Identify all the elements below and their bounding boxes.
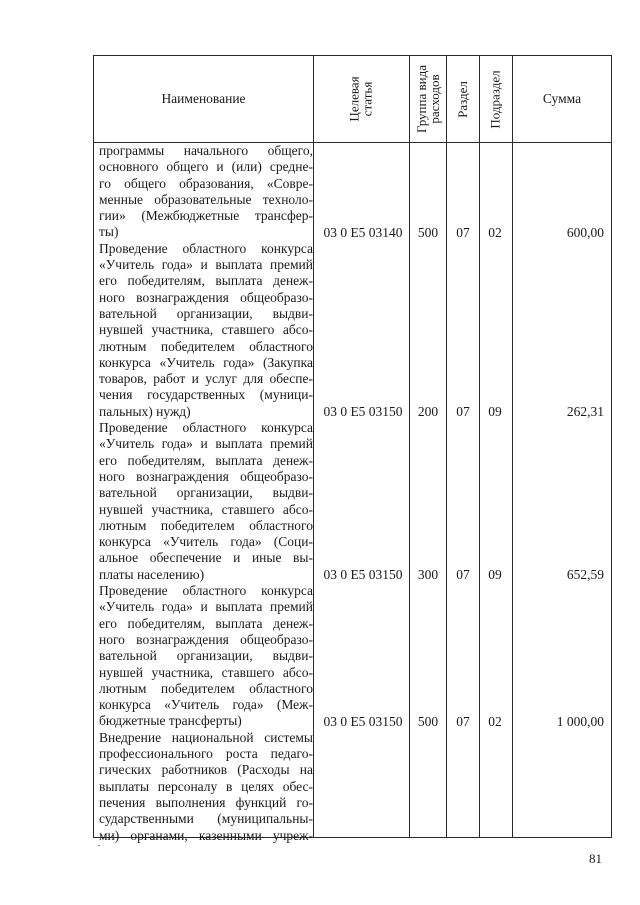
scan-mark: [98, 845, 100, 846]
header-target-article: [313, 56, 409, 142]
row-text-line: «Учитель года» и выплата премий: [99, 436, 313, 452]
header-subsection: [479, 56, 512, 142]
row-text-line: ного вознаграждения общеобразо-: [99, 631, 313, 647]
header-name-label: Наименование: [161, 91, 246, 106]
row-sum: 600,00: [566, 224, 604, 240]
header-section: [446, 56, 479, 142]
table-row-name: [99, 143, 313, 241]
row-subsection: 02: [488, 224, 502, 240]
row-subsection: 09: [488, 403, 502, 419]
column-divider: [313, 56, 314, 837]
column-divider: [409, 56, 410, 837]
row-text-line: пальных) нужд): [99, 403, 191, 419]
row-text-line: его победителям, выплата денеж-: [99, 273, 313, 289]
row-text-line: сударственными (муниципальны-: [99, 811, 313, 827]
row-text-line: менные образовательные техноло-: [99, 191, 313, 207]
table-row-name: [99, 730, 313, 844]
row-text-line: профессионального роста педаго-: [99, 746, 313, 762]
row-text-line: го общего образования, «Совре-: [99, 175, 313, 191]
row-section: 07: [456, 224, 470, 240]
row-text-line: его победителям, выплата денеж-: [99, 615, 313, 631]
row-text-line: нувшей участника, ставшего абсо-: [99, 322, 313, 338]
row-section: 07: [456, 713, 470, 729]
table-row-name: [99, 583, 313, 730]
header-section-label: Раздел: [455, 80, 470, 118]
row-text-line: нувшей участника, ставшего абсо-: [99, 664, 313, 680]
row-text-line: его победителям, выплата денеж-: [99, 452, 313, 468]
row-text-line: гических работников (Расходы на: [99, 762, 313, 778]
row-text-line: нувшей участника, ставшего абсо-: [99, 501, 313, 517]
row-text-line: гии» (Межбюджетные трансфер-: [99, 208, 313, 224]
row-sum: 652,59: [566, 566, 604, 582]
row-text-line: конкурса «Учитель года» (Меж-: [99, 697, 313, 713]
row-text-line: ты): [99, 224, 119, 240]
row-section: 07: [456, 403, 470, 419]
row-text-line: ного вознаграждения общеобразо-: [99, 468, 313, 484]
header-expense-group: [409, 56, 446, 142]
row-text-line: лютным победителем областного: [99, 338, 313, 354]
row-text-line: Проведение областного конкурса: [99, 583, 313, 599]
row-text-line: печения выполнения функций го-: [99, 794, 313, 810]
row-subsection: 09: [488, 566, 502, 582]
row-text-line: лютным победителем областного: [99, 517, 313, 533]
row-text-line: ми) органами, казенными учреж-: [99, 827, 313, 843]
row-text-line: Проведение областного конкурса: [99, 420, 313, 436]
header-sum: [512, 56, 612, 142]
table-row-name: [99, 241, 313, 420]
column-divider: [446, 56, 447, 837]
header-name: [94, 56, 313, 142]
row-target-article: 03 0 E5 03150: [323, 566, 403, 582]
row-section: 07: [456, 566, 470, 582]
row-text-line: вательной организации, выдви-: [99, 305, 313, 321]
row-text-line: чения государственных (муници-: [99, 387, 313, 403]
header-subsection-label: Подраздел: [488, 69, 504, 129]
row-expense-group: 500: [417, 224, 439, 240]
row-text-line: лютным победителем областного: [99, 680, 313, 696]
row-text-line: платы населению): [99, 566, 205, 582]
row-subsection: 02: [488, 713, 502, 729]
header-target-article-line: Целевая: [346, 76, 362, 122]
row-expense-group: 300: [417, 566, 439, 582]
row-text-line: вательной организации, выдви-: [99, 648, 313, 664]
row-text-line: выплаты персоналу в целях обес-: [99, 778, 313, 794]
header-expense-group-line: расходов: [426, 74, 442, 124]
header-sum-label: Сумма: [542, 91, 582, 106]
header-expense-group-line: Группа вида: [413, 65, 429, 133]
column-divider: [512, 56, 513, 837]
row-sum: 1 000,00: [556, 713, 604, 729]
row-sum: 262,31: [566, 403, 604, 419]
row-expense-group: 500: [417, 713, 439, 729]
row-text-line: альное обеспечение и иные вы-: [99, 550, 313, 566]
page-number: 81: [589, 851, 602, 866]
row-text-line: вательной организации, выдви-: [99, 485, 313, 501]
row-text-line: программы начального общего,: [99, 143, 313, 158]
row-text-line: Проведение областного конкурса: [99, 240, 313, 256]
budget-table: [93, 55, 612, 843]
header-target-article-line: статья: [359, 81, 375, 117]
row-text-line: конкурса «Учитель года» (Соци-: [99, 534, 313, 550]
table-row-name: [99, 420, 313, 583]
row-text-line: ного вознаграждения общеобразо-: [99, 289, 313, 305]
row-text-line: Внедрение национальной системы: [99, 729, 313, 745]
row-text-line: основного общего и (или) средне-: [99, 159, 313, 175]
row-text-line: «Учитель года» и выплата премий: [99, 257, 313, 273]
row-text-line: товаров, работ и услуг для обеспе-: [99, 371, 313, 387]
row-text-line: «Учитель года» и выплата премий: [99, 599, 313, 615]
row-target-article: 03 0 E5 03150: [323, 713, 403, 729]
row-text-line: бюджетные трансферты): [99, 713, 242, 729]
row-target-article: 03 0 E5 03150: [323, 403, 403, 419]
row-text-line: конкурса «Учитель года» (Закупка: [99, 354, 313, 370]
row-expense-group: 200: [417, 403, 439, 419]
row-target-article: 03 0 E5 03140: [323, 224, 403, 240]
